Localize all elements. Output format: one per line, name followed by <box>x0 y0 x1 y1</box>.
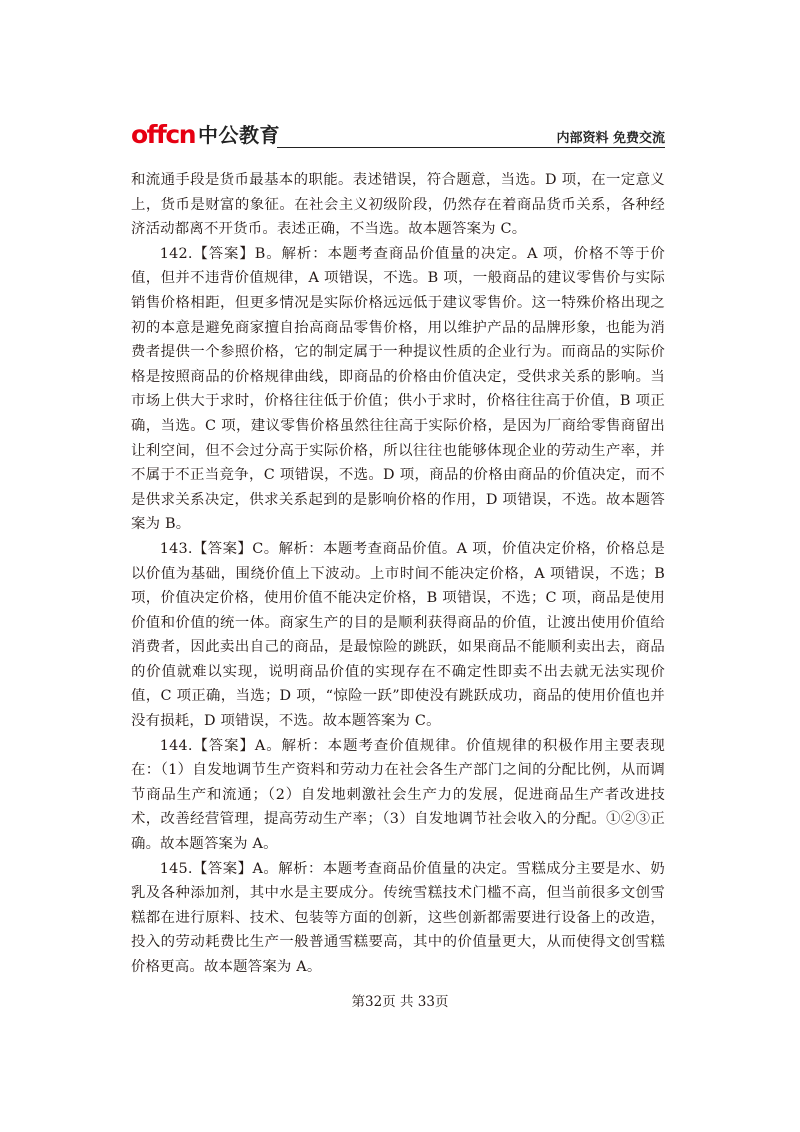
paragraph-q145: 145.【答案】A。解析：本题考查商品价值量的决定。雪糕成分主要是水、奶乳及各种添加剂，其中水是主要成分。传统雪糕技术门槛不高，但当前很多文创雪糕都在进行原料、技术、包装等方面的创新，这些创新都需要进行设备上的改造，投入的劳动耗费比生产一般普通雪糕要高，其中的价值量更大，从而使得文创雪糕价格更高。故本题答案为 A。 <box>131 860 665 975</box>
offcn-logo <box>131 122 280 148</box>
header-note: 内部资料 免费交流 <box>556 131 665 146</box>
paragraph-q144: 144.【答案】A。解析：本题考查价值规律。价值规律的积极作用主要表现在：（1）自发地调节生产资料和劳动力在社会各生产部门之间的分配比例，从而调节商品生产和流通；（2）自发地刺激社会生产力的发展，促进商品生产者改进技术，改善经营管理，提高劳动生产率；（3）自发地调节社会收入的分配。①②③正确。故本题答案为 A。 <box>131 737 665 853</box>
logo-latin-text: offcn <box>131 120 196 149</box>
paragraph-q142: 142.【答案】B。解析：本题考查商品价值量的决定。A 项，价格不等于价值，但并不违背价值规律，A 项错误，不选。B 项，一般商品的建议零售价与实际销售价格相距，但更多情况是实际价格远远低于建议零售价。这一特殊价格出现之初的本意是避免商家擅自抬高商品零售价格，用以维护产品的品牌形象，也能为消费者提供一个参照价格，它的制定属于一种提议性质的企业行为。而商品的实际价格是按照商品的价格规律曲线，即商品的价格由价值决定，受供求关系的影响。当市场上供大于求时，价格往往低于价值；供小于求时，价格往往高于价值，B 项正确，当选。C 项，建议零售价格虽然往往高于实际价格，是因为厂商给零售商留出让利空间，但不会过分高于实际价格，所以往往也能够体现企业的劳动生产率，并不属于不正当竞争，C 项错误，不选。D 项，商品的价格由商品的价值决定，而不是供求关系决定，供求关系起到的是影响价格的作用，D 项错误，不选。故本题答案为 B。 <box>131 245 665 533</box>
document-body <box>131 168 665 980</box>
header-divider <box>277 147 665 148</box>
page-number: 第32页 共 33页 <box>351 994 449 1010</box>
paragraph-continuation: 和流通手段是货币最基本的职能。表述错误，符合题意，当选。D 项，在一定意义上，货币是财富的象征。在社会主义初级阶段，仍然存在着商品货币关系，各种经济活动都离不开货币。表述正确，不当选。故本题答案为 C。 <box>131 172 665 238</box>
logo-chinese-text: 中公教育 <box>198 123 281 147</box>
page-header <box>131 122 665 150</box>
paragraph-q143: 143.【答案】C。解析：本题考查商品价值。A 项，价值决定价格，价格总是以价值为基础，围绕价值上下波动。上市时间不能决定价格，A 项错误，不选；B 项，价值决定价格，使用价值不能决定价格，B 项错误，不选；C 项，商品是使用价值和价值的统一体。商家生产的目的是顺利获得商品的价值，让渡出使用价值给消费者，因此卖出自己的商品，是最惊险的跳跃，如果商品不能顺利卖出去，商品的价值就难以实现，说明商品价值的实现存在不确定性即卖不出去就无法实现价值，C 项正确，当选；D 项，“惊险一跃”即使没有跳跃成功，商品的使用价值也并没有损耗，D 项错误，不选。故本题答案为 C。 <box>131 540 665 730</box>
